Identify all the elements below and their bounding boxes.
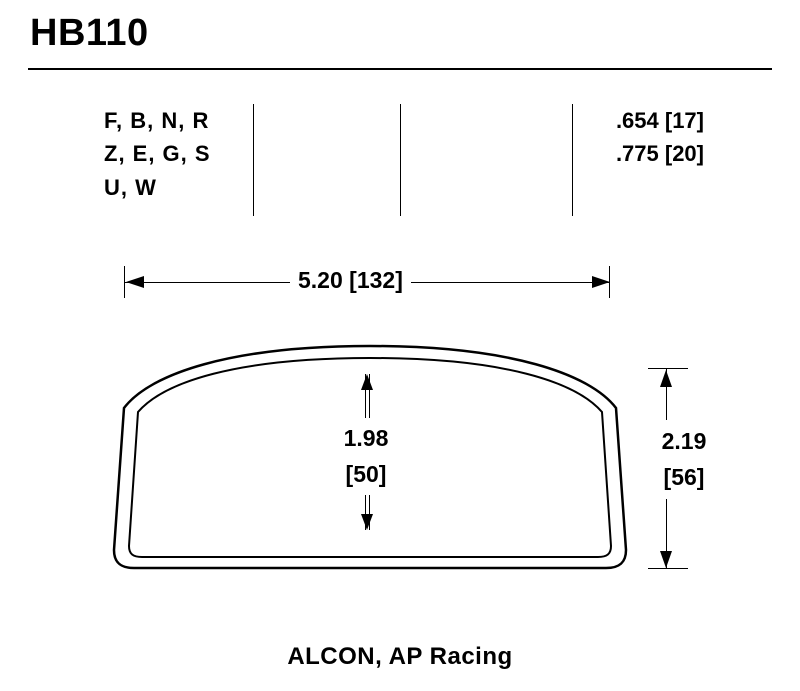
compound-codes-row-3: U, W: [104, 174, 157, 200]
arrow-up-icon-inner: [361, 374, 373, 390]
inner-height-dimension-label: [318, 418, 414, 495]
height-inches: 2.19: [661, 428, 707, 454]
column-tick-2: [400, 104, 401, 216]
thickness-value-list: [464, 104, 704, 171]
arrow-up-icon: [660, 370, 672, 387]
arrow-down-icon-inner: [361, 514, 373, 530]
height-dimension-label: [636, 420, 732, 499]
height-extension-line-bottom: [648, 568, 688, 569]
arrow-down-icon: [660, 551, 672, 568]
height-millimeters: [56]: [663, 463, 705, 490]
thickness-row-2: .775 [20]: [615, 141, 704, 167]
height-extension-line-top: [648, 368, 688, 369]
inner-height-millimeters: [50]: [345, 460, 387, 487]
header-divider: [28, 68, 772, 70]
compound-codes-row-2: Z, E, G, S: [104, 141, 211, 167]
compound-codes-row-1: F, B, N, R: [104, 108, 210, 133]
inner-height-inches: 1.98: [343, 425, 389, 451]
width-dimension-label: 5.20 [132]: [290, 267, 411, 294]
manufacturer-caption: ALCON, AP Racing: [287, 643, 513, 670]
part-number: HB110: [30, 12, 149, 54]
column-tick-3: [572, 104, 573, 216]
compound-code-list: [104, 104, 264, 204]
arrow-right-icon: [592, 276, 610, 288]
arrow-left-icon: [126, 276, 144, 288]
thickness-row-1: .654 [17]: [615, 108, 704, 133]
column-tick-1: [253, 104, 254, 216]
